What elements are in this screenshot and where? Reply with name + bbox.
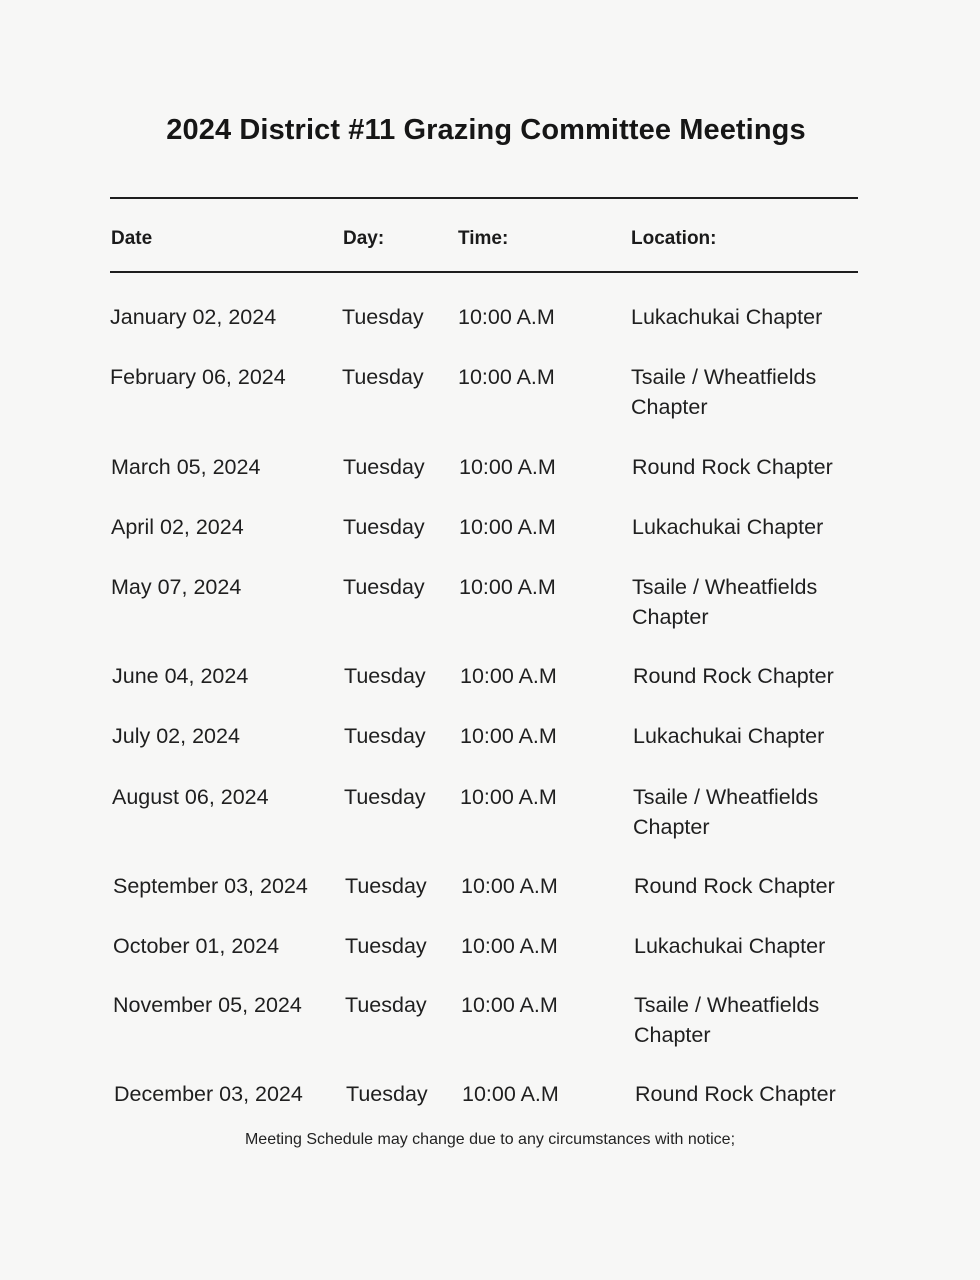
table-row	[0, 572, 980, 632]
row-date: February 06, 2024	[110, 365, 286, 389]
row-date: July 02, 2024	[112, 724, 240, 748]
row-day: Tuesday	[343, 575, 425, 599]
row-time: 10:00 A.M	[460, 664, 557, 688]
table-row	[0, 721, 980, 781]
row-time: 10:00 A.M	[458, 305, 555, 329]
row-day: Tuesday	[342, 365, 424, 389]
row-location: Lukachukai Chapter	[632, 515, 824, 539]
row-date: April 02, 2024	[111, 515, 244, 539]
row-location: Round Rock Chapter	[632, 455, 833, 479]
table-row	[0, 871, 980, 931]
row-time: 10:00 A.M	[459, 515, 556, 539]
row-location: Lukachukai Chapter	[631, 305, 823, 329]
table-row	[0, 452, 980, 512]
row-time: 10:00 A.M	[461, 934, 558, 958]
row-day: Tuesday	[342, 305, 424, 329]
table-row	[0, 782, 980, 842]
row-date: September 03, 2024	[113, 874, 308, 898]
row-time: 10:00 A.M	[461, 993, 558, 1017]
row-time: 10:00 A.M	[459, 575, 556, 599]
header-bottom-rule	[110, 271, 858, 273]
table-row	[0, 990, 980, 1050]
header-top-rule	[110, 197, 858, 199]
row-time: 10:00 A.M	[460, 785, 557, 809]
header-location: Location:	[631, 228, 717, 249]
row-date: June 04, 2024	[112, 664, 249, 688]
table-row	[0, 302, 980, 362]
row-day: Tuesday	[345, 874, 427, 898]
row-time: 10:00 A.M	[458, 365, 555, 389]
table-row	[0, 931, 980, 991]
row-date: January 02, 2024	[110, 305, 277, 329]
row-location: Tsaile / Wheatfields Chapter	[633, 785, 819, 839]
row-day: Tuesday	[344, 785, 426, 809]
row-day: Tuesday	[343, 455, 425, 479]
row-date: May 07, 2024	[111, 575, 242, 599]
page-title: 2024 District #11 Grazing Committee Meetings	[166, 114, 806, 146]
row-day: Tuesday	[345, 934, 427, 958]
header-date: Date	[111, 228, 153, 249]
row-time: 10:00 A.M	[462, 1082, 559, 1106]
table-row	[0, 661, 980, 721]
row-location: Round Rock Chapter	[634, 874, 835, 898]
row-location: Tsaile / Wheatfields Chapter	[631, 365, 817, 419]
row-location: Tsaile / Wheatfields Chapter	[632, 575, 818, 629]
row-location: Tsaile / Wheatfields Chapter	[634, 993, 820, 1047]
row-location: Round Rock Chapter	[633, 664, 834, 688]
row-day: Tuesday	[345, 993, 427, 1017]
row-location: Lukachukai Chapter	[633, 724, 825, 748]
row-day: Tuesday	[344, 664, 426, 688]
footer-note: Meeting Schedule may change due to any circumstances with notice;	[244, 1131, 736, 1148]
row-date: December 03, 2024	[114, 1082, 303, 1106]
row-time: 10:00 A.M	[460, 724, 557, 748]
row-date: March 05, 2024	[111, 455, 261, 479]
row-date: October 01, 2024	[113, 934, 280, 958]
header-time: Time:	[458, 228, 509, 249]
table-row	[0, 512, 980, 572]
table-row	[0, 1079, 980, 1139]
row-time: 10:00 A.M	[461, 874, 558, 898]
row-day: Tuesday	[346, 1082, 428, 1106]
row-date: November 05, 2024	[113, 993, 302, 1017]
row-date: August 06, 2024	[112, 785, 269, 809]
row-location: Lukachukai Chapter	[634, 934, 826, 958]
table-row	[0, 362, 980, 422]
row-time: 10:00 A.M	[459, 455, 556, 479]
header-day: Day:	[343, 228, 385, 249]
row-location: Round Rock Chapter	[635, 1082, 836, 1106]
row-day: Tuesday	[344, 724, 426, 748]
row-day: Tuesday	[343, 515, 425, 539]
